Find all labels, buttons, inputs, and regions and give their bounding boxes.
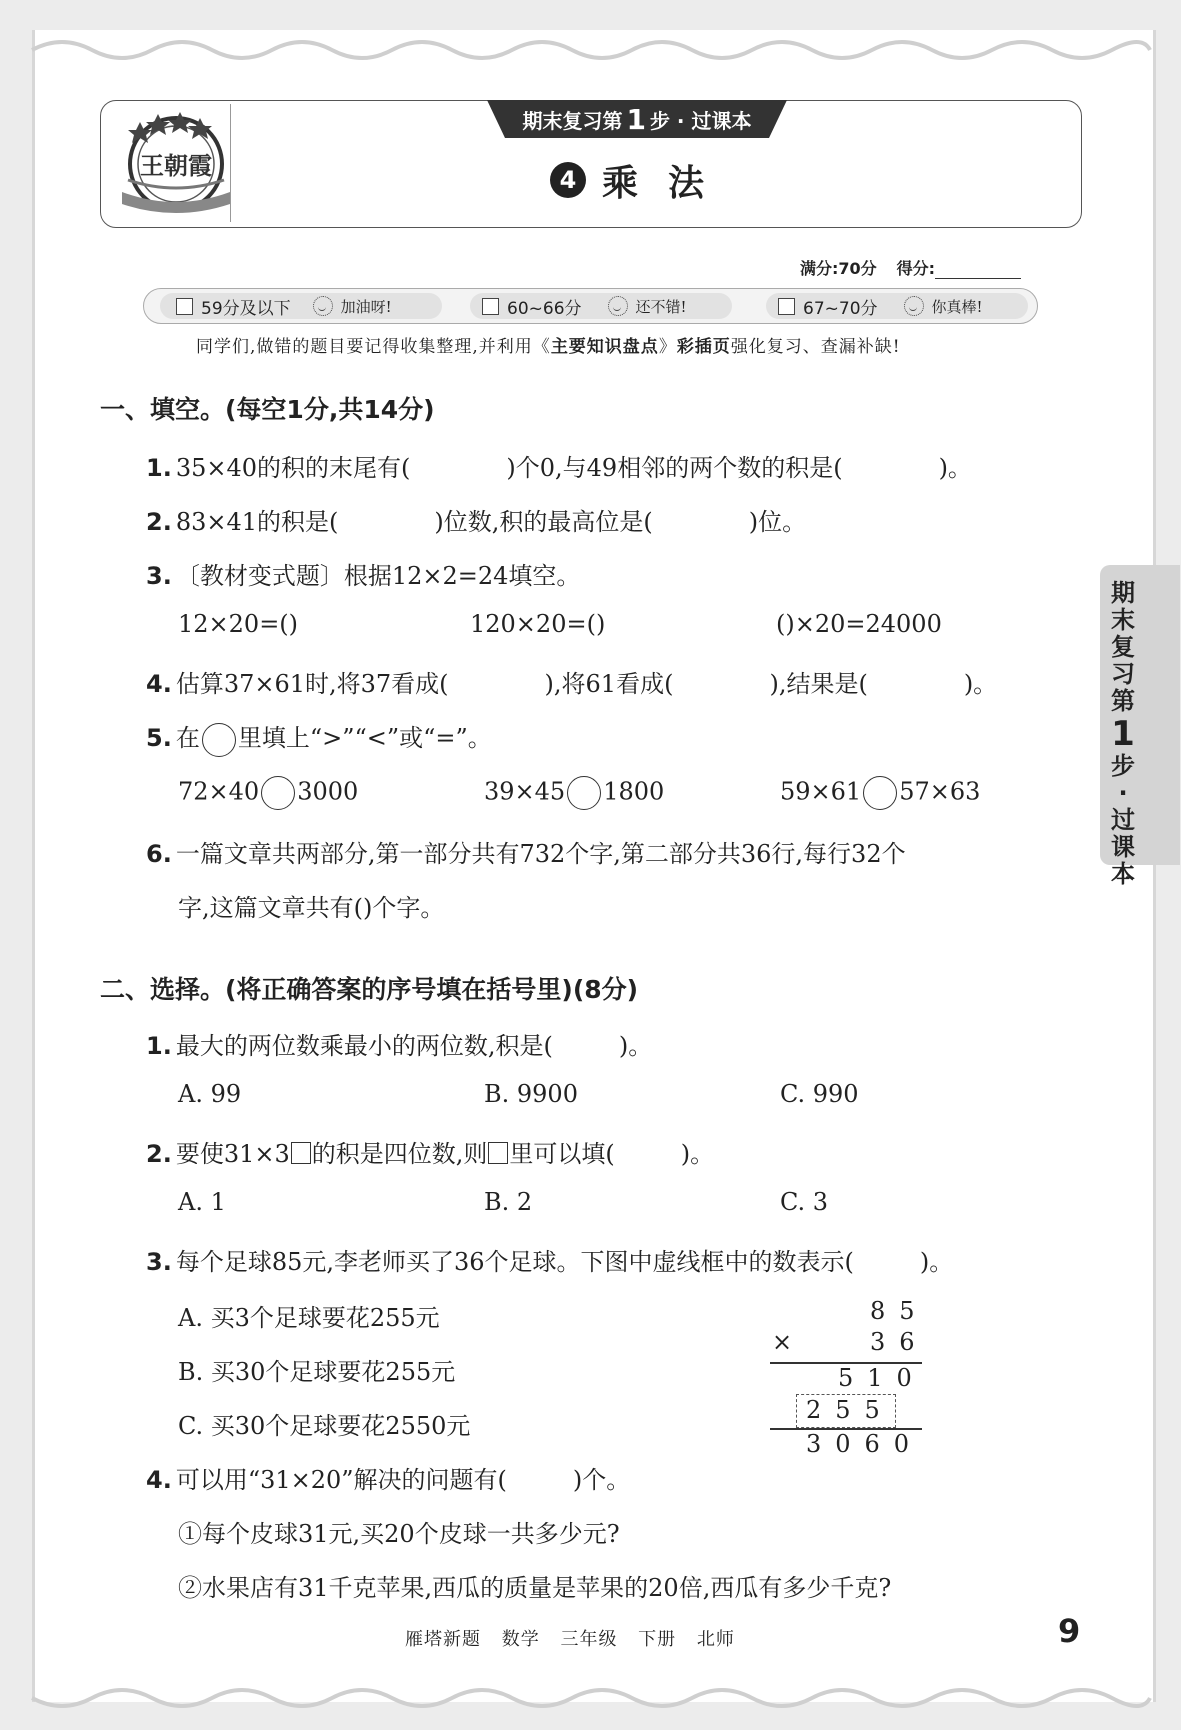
logo-text: 王朝霞 [140,151,212,180]
page-number: 9 [1058,1612,1081,1650]
s2-question-2 [146,1134,714,1169]
score-line [800,256,1021,279]
vm-row-85: 85 [870,1297,929,1325]
q-text: 在 [175,724,200,752]
question-number: 2. [146,508,172,536]
q-text: 35×40的积的末尾有( [175,454,411,482]
s1-question-3 [146,556,580,591]
notice-text [196,332,901,357]
step-banner-text [487,101,787,137]
q-text: ),结果是( [769,670,868,698]
compare-circle[interactable] [863,776,897,810]
rating-range: 60~66分 [507,298,582,319]
smiley-icon [313,296,333,316]
full-score: 满分:70分 [800,259,877,278]
q-text: 字,这篇文章共有( [178,894,363,922]
q-text: 12×20=( [178,610,289,638]
vm-row-510: 510 [838,1364,926,1392]
s2-question-3 [146,1242,953,1277]
rating-option-1[interactable] [176,292,392,320]
s2-q3-option-a[interactable]: A. 买3个足球要花255元 [178,1304,440,1332]
s2-q1-option-a[interactable]: A. 99 [178,1080,242,1108]
q-text: 59×61 [780,777,862,806]
s1-question-1 [146,448,972,483]
rating-range: 59分及以下 [201,298,291,319]
compare-circle[interactable] [261,776,295,810]
section1-title: 一、填空。(每空1分,共14分) [100,395,435,424]
checkbox[interactable] [176,298,193,315]
question-number: 6. [146,840,172,868]
score-blank[interactable] [935,260,1021,279]
side-tab-pre: 期末复习第 [1111,579,1135,715]
s1-q5-part2 [484,776,664,810]
q-text: )×20=24000 [785,610,942,638]
rating-option-2[interactable] [482,292,687,320]
smiley-icon [904,296,924,316]
q-text: 里可以填( [509,1140,615,1168]
q-text: 83×41的积是( [175,508,339,536]
q-text: )位。 [748,508,807,536]
q-text: 要使31×3 [175,1140,290,1168]
s1-q5-part3 [780,776,980,810]
question-number: 1. [146,1032,172,1060]
wave-border-top [0,20,1181,62]
s1-question-2 [146,502,806,537]
s2-q2-option-b[interactable]: B. 2 [484,1188,533,1216]
q-text: )。 [963,670,998,698]
s2-q3-option-b[interactable]: B. 买30个足球要花255元 [178,1358,456,1386]
q-text: ),将61看成( [544,670,674,698]
smiley-icon [608,296,628,316]
q-text: )。 [938,454,972,482]
q-text: 估算37×61时,将37看成( [175,670,449,698]
rating-cheer: 还不错! [635,297,687,316]
notice-bold2: 彩插页 [676,337,731,357]
notice-pre: 同学们,做错的题目要记得收集整理,并利用《 [196,337,551,357]
q-text: 里填上“>”“<”或“=”。 [237,724,492,752]
question-number: 3. [146,562,172,590]
q-text: 〔教材变式题〕根据12×2=24填空。 [175,562,581,590]
question-number: 4. [146,670,172,698]
banner-step-number: 1 [626,102,646,136]
compare-circle[interactable] [567,776,601,810]
banner-prefix: 期末复习第 [522,108,623,133]
question-number: 4. [146,1466,172,1494]
q-text: 1800 [603,777,665,806]
q-text: )。 [680,1140,715,1168]
q-text: 最大的两位数乘最小的两位数,积是( [175,1032,553,1060]
s2-q3-option-c[interactable]: C. 买30个足球要花2550元 [178,1412,471,1440]
brand-logo [118,104,234,222]
q-text: )。 [618,1032,653,1060]
q-text: ) [595,610,606,638]
vm-row-3060: 3060 [806,1430,924,1458]
checkbox[interactable] [778,298,795,315]
question-number: 3. [146,1248,172,1276]
q-text: ( [776,610,786,638]
s1-q3-part2 [470,610,605,638]
q-text: )。 [919,1248,954,1276]
chapter-number-badge: 4 [550,162,586,198]
logo-divider [230,104,231,222]
q-text: 可以用“31×20”解决的问题有( [175,1466,507,1494]
s1-question-5 [146,718,492,757]
s1-question-6 [146,834,906,869]
section2-title: 二、选择。(将正确答案的序号填在括号里)(8分) [100,975,639,1004]
s2-q1-option-b[interactable]: B. 9900 [484,1080,578,1108]
q-text: 每个足球85元,李老师买了36个足球。下图中虚线框中的数表示( [175,1248,854,1276]
checkbox[interactable] [482,298,499,315]
s2-q4-item-1: ①每个皮球31元,买20个皮球一共多少元? [178,1520,620,1548]
notice-post: 强化复习、查漏补缺! [730,337,901,357]
q-text: 一篇文章共两部分,第一部分共有732个字,第二部分共36行,每行32个 [175,840,906,868]
side-tab-post: 步·过课本 [1111,752,1135,888]
wave-border-bottom [0,1680,1181,1722]
side-tab-num: 1 [1111,714,1135,754]
vm-row-255: 255 [806,1396,894,1424]
digit-box[interactable] [291,1142,311,1164]
rating-cheer: 你真棒! [931,297,983,316]
question-number: 2. [146,1140,172,1168]
q-text: 57×63 [899,777,981,806]
s2-q2-option-a[interactable]: A. 1 [178,1188,226,1216]
s1-q6-line2 [178,888,444,923]
vm-times-sign: × [772,1328,807,1356]
s2-question-4 [146,1460,630,1495]
chapter-title [550,155,734,205]
q-text: )个。 [572,1466,631,1494]
q-text: 120×20=( [470,610,596,638]
s1-q5-part1 [178,776,358,810]
q-text: 的积是四位数,则 [311,1140,488,1168]
footer-text: 雁塔新题 数学 三年级 下册 北师 [405,1629,735,1650]
score-label: 得分: [896,259,936,278]
s2-q2-option-c[interactable]: C. 3 [780,1188,829,1216]
rating-option-3[interactable] [778,292,983,320]
rating-range: 67~70分 [803,298,878,319]
s1-question-4 [146,664,997,699]
s1-q3-part3 [776,610,942,638]
q-text: 3000 [297,777,359,806]
q-text: ) [288,610,299,638]
s2-q1-option-c[interactable]: C. 990 [780,1080,859,1108]
s2-question-1 [146,1026,652,1061]
notice-bold: 主要知识盘点 [550,337,659,357]
question-number: 1. [146,454,172,482]
vm-row-36: 36 [870,1328,929,1356]
rating-cheer: 加油呀! [340,297,392,316]
banner-suffix: 步 · 过课本 [649,108,752,133]
q-text: 39×45 [484,777,566,806]
q-text: )个0,与49相邻的两个数的积是( [506,454,843,482]
chapter-name: 乘法 [602,162,735,204]
q-text: 72×40 [178,777,260,806]
q-text: )个字。 [363,894,445,922]
s1-q3-part1 [178,610,298,638]
notice-mid: 》 [658,337,677,357]
compare-circle[interactable] [202,723,236,757]
digit-box[interactable] [488,1142,508,1164]
s2-q4-item-2: ②水果店有31千克苹果,西瓜的质量是苹果的20倍,西瓜有多少千克? [178,1574,892,1602]
q-text: )位数,积的最高位是( [434,508,653,536]
side-tab-text [1105,580,1141,888]
question-number: 5. [146,724,172,752]
